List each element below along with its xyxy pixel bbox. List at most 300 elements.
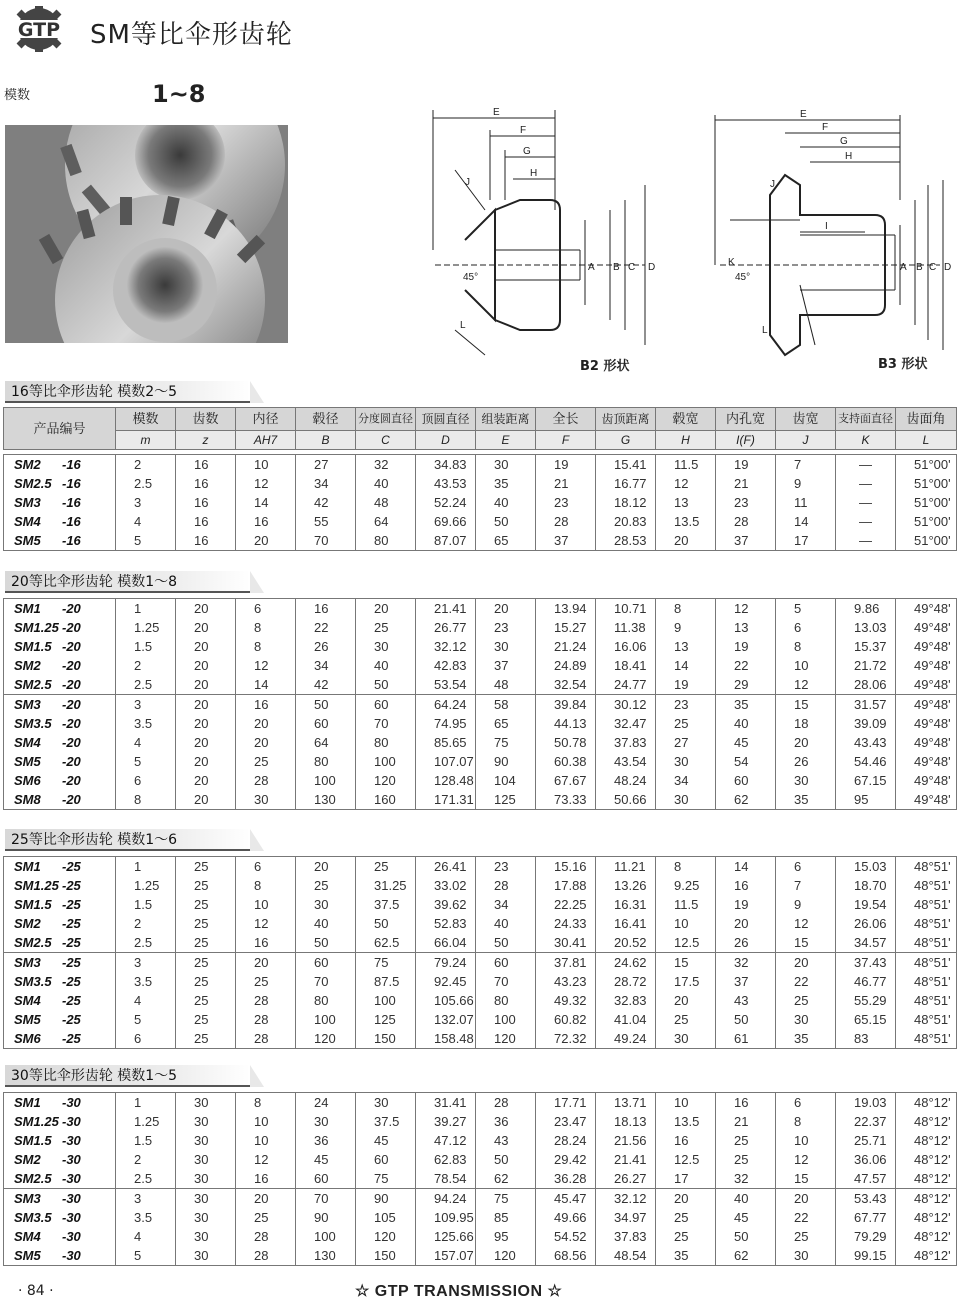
table-cell: 12 [716, 599, 776, 619]
table-cell: 49.24 [596, 1029, 656, 1049]
table-cell: 3.5 [116, 972, 176, 991]
table-cell: 2.5 [116, 675, 176, 695]
diagram-b2-caption: B2 形状 [580, 359, 630, 374]
table-cell: 49°48' [896, 618, 957, 637]
table-cell: 22 [776, 1208, 836, 1227]
table-cell: 11 [776, 493, 836, 512]
table-cell: 13 [716, 618, 776, 637]
table-cell: 12 [236, 1150, 296, 1169]
table-cell: 40 [476, 493, 536, 512]
symbol-cell: L [896, 431, 957, 450]
table-row [4, 1169, 957, 1189]
table-cell: 11.5 [656, 455, 716, 475]
table-cell: 43.53 [416, 474, 476, 493]
table-cell: 37 [716, 531, 776, 551]
table-cell: 15.27 [536, 618, 596, 637]
module-range: 1~8 [152, 80, 206, 108]
table-cell: 48.24 [596, 771, 656, 790]
table-cell: 150 [356, 1029, 416, 1049]
table-cell: 12.5 [656, 933, 716, 953]
svg-text:F: F [822, 122, 829, 133]
header-product-code: 产品编号 [4, 408, 116, 450]
table-cell: 8 [236, 637, 296, 656]
table-cell: 95 [476, 1227, 536, 1246]
table-cell: 41.04 [596, 1010, 656, 1029]
table-cell: 90 [296, 1208, 356, 1227]
product-code: SM2 -20 [4, 656, 116, 675]
table-row [4, 752, 957, 771]
table-cell: 33.02 [416, 876, 476, 895]
table-cell: 72.32 [536, 1029, 596, 1049]
table-cell: 25 [176, 972, 236, 991]
table-cell: 48°12' [896, 1131, 957, 1150]
table-cell: 28.06 [836, 675, 896, 695]
gtp-logo [4, 6, 74, 52]
table-cell: 12 [776, 914, 836, 933]
table-cell: 61 [716, 1029, 776, 1049]
table-cell: 19 [716, 895, 776, 914]
table-cell: 37.5 [356, 1112, 416, 1131]
symbol-cell: AH7 [236, 431, 296, 450]
table-cell: 51°00' [896, 474, 957, 493]
table-cell: 171.31 [416, 790, 476, 810]
table-cell: 67.77 [836, 1208, 896, 1227]
table-cell: 13.5 [656, 1112, 716, 1131]
product-code: SM8 -20 [4, 790, 116, 810]
table-cell: 83 [836, 1029, 896, 1049]
table-cell: 43.23 [536, 972, 596, 991]
table-cell: 70 [356, 714, 416, 733]
svg-text:H: H [845, 151, 853, 162]
header-cell: 毂宽 [656, 408, 716, 431]
section-title: 30等比伞形齿轮 模数1～5 [5, 1065, 250, 1087]
table-cell: 37.43 [836, 953, 896, 973]
table-cell: 28 [716, 512, 776, 531]
product-code: SM1 -25 [4, 857, 116, 877]
table-cell: 35 [476, 474, 536, 493]
product-code: SM3 -16 [4, 493, 116, 512]
svg-text:C: C [929, 262, 937, 273]
table-cell: 20 [176, 752, 236, 771]
table-cell: 13.03 [836, 618, 896, 637]
table-cell: 53.43 [836, 1189, 896, 1209]
table-cell: 9.86 [836, 599, 896, 619]
table-cell: 32 [716, 1169, 776, 1189]
table-cell: 52.24 [416, 493, 476, 512]
table-cell: 50 [716, 1010, 776, 1029]
table-cell: 65.15 [836, 1010, 896, 1029]
table-cell: 17.5 [656, 972, 716, 991]
table-cell: 17.71 [536, 1093, 596, 1113]
table-cell: 20 [656, 531, 716, 551]
table-cell: 24.77 [596, 675, 656, 695]
svg-text:G: G [523, 146, 531, 157]
table-cell: 48°51' [896, 953, 957, 973]
table-cell: 64 [356, 512, 416, 531]
table-cell: 28 [476, 876, 536, 895]
table-cell: 32.12 [416, 637, 476, 656]
table-cell: 50 [476, 1150, 536, 1169]
symbol-cell: G [596, 431, 656, 450]
table-cell: 40 [716, 1189, 776, 1209]
table-cell: 75 [476, 1189, 536, 1209]
table-cell: 18.41 [596, 656, 656, 675]
product-code: SM4 -25 [4, 991, 116, 1010]
table-cell: 34.57 [836, 933, 896, 953]
diagram-b3-shape [700, 105, 955, 385]
table-cell: 125 [476, 790, 536, 810]
table-cell: 16 [716, 1093, 776, 1113]
table-cell: 15 [776, 695, 836, 715]
table-cell: 25.71 [836, 1131, 896, 1150]
table-cell: 17.88 [536, 876, 596, 895]
table-cell: 27 [656, 733, 716, 752]
table-cell: 13 [656, 493, 716, 512]
table-cell: 28.53 [596, 531, 656, 551]
table-row [4, 991, 957, 1010]
table-cell: 85 [476, 1208, 536, 1227]
svg-text:D: D [944, 262, 952, 273]
table-cell: 48°51' [896, 895, 957, 914]
table-cell: 50 [356, 914, 416, 933]
table-cell: 5 [116, 1246, 176, 1266]
table-cell: 25 [176, 1010, 236, 1029]
table-cell: 45 [716, 1208, 776, 1227]
table-cell: 12 [236, 656, 296, 675]
table-cell: 25 [176, 991, 236, 1010]
table-cell: 60 [356, 1150, 416, 1169]
table-row [4, 455, 957, 475]
logo-text: GTP [17, 19, 61, 41]
table-cell: 2 [116, 1150, 176, 1169]
table-cell: 15 [776, 1169, 836, 1189]
table-cell: 35 [776, 1029, 836, 1049]
table-cell: 30 [296, 895, 356, 914]
table-cell: 48°12' [896, 1208, 957, 1227]
table-cell: 34.83 [416, 455, 476, 475]
svg-text:K: K [728, 257, 735, 268]
table-cell: 22.37 [836, 1112, 896, 1131]
table-cell: 49.32 [536, 991, 596, 1010]
table-cell: 34 [296, 474, 356, 493]
table-cell: — [836, 455, 896, 475]
product-code: SM6 -20 [4, 771, 116, 790]
table-row [4, 771, 957, 790]
table-cell: 39.09 [836, 714, 896, 733]
table-cell: 12 [236, 914, 296, 933]
table-cell: 60 [716, 771, 776, 790]
table-cell: 30 [176, 1189, 236, 1209]
table-cell: 66.04 [416, 933, 476, 953]
table-cell: 30 [176, 1246, 236, 1266]
table-cell: 31.57 [836, 695, 896, 715]
table-cell: 62 [476, 1169, 536, 1189]
module-label: 模数 [4, 88, 31, 103]
table-cell: 30 [356, 1093, 416, 1113]
symbol-cell: J [776, 431, 836, 450]
table-cell: 28 [236, 1227, 296, 1246]
product-code: SM2.5 -25 [4, 933, 116, 953]
table-cell: 51°00' [896, 493, 957, 512]
table-cell: 49°48' [896, 675, 957, 695]
table-cell: 130 [296, 790, 356, 810]
table-cell: 60.82 [536, 1010, 596, 1029]
product-code: SM2.5 -16 [4, 474, 116, 493]
product-code: SM4 -30 [4, 1227, 116, 1246]
table-cell: 100 [296, 771, 356, 790]
product-code: SM1 -30 [4, 1093, 116, 1113]
table-cell: 24.33 [536, 914, 596, 933]
table-cell: 20 [176, 637, 236, 656]
symbol-cell: K [836, 431, 896, 450]
table-row [4, 1029, 957, 1049]
table-cell: 40 [296, 914, 356, 933]
table-cell: 39.84 [536, 695, 596, 715]
table-cell: 68.56 [536, 1246, 596, 1266]
table-cell: 10.71 [596, 599, 656, 619]
table-cell: 45 [356, 1131, 416, 1150]
table-cell: 25 [176, 895, 236, 914]
table-cell: 26 [296, 637, 356, 656]
table-cell: 52.83 [416, 914, 476, 933]
table-cell: 16 [236, 695, 296, 715]
table-cell: 1.25 [116, 876, 176, 895]
table-cell: 28 [236, 1246, 296, 1266]
table-cell: — [836, 474, 896, 493]
table-cell: 45.47 [536, 1189, 596, 1209]
table-row [4, 599, 957, 619]
table-cell: 19 [656, 675, 716, 695]
table-cell: 60 [356, 695, 416, 715]
table-cell: 64 [296, 733, 356, 752]
product-code: SM1 -20 [4, 599, 116, 619]
product-code: SM6 -25 [4, 1029, 116, 1049]
header-cell: 齿宽 [776, 408, 836, 431]
table-cell: 21.56 [596, 1131, 656, 1150]
svg-text:E: E [493, 107, 500, 118]
table-cell: 53.54 [416, 675, 476, 695]
table-cell: — [836, 512, 896, 531]
table-cell: 26.06 [836, 914, 896, 933]
table-cell: 48°51' [896, 1029, 957, 1049]
table-cell: 17 [776, 531, 836, 551]
svg-text:45°: 45° [463, 272, 479, 283]
diagram-b2-shape [405, 100, 665, 380]
table-cell: 79.29 [836, 1227, 896, 1246]
table-cell: 80 [476, 991, 536, 1010]
footer-brand: ☆ GTP TRANSMISSION ☆ [355, 1283, 563, 1300]
table-cell: 26.41 [416, 857, 476, 877]
table-cell: 74.95 [416, 714, 476, 733]
table-cell: 19.54 [836, 895, 896, 914]
table-row [4, 675, 957, 695]
product-code: SM1.5 -20 [4, 637, 116, 656]
table-cell: 62 [716, 790, 776, 810]
symbol-cell: D [416, 431, 476, 450]
table-cell: 18.70 [836, 876, 896, 895]
table-cell: 21 [716, 1112, 776, 1131]
table-cell: 21.72 [836, 656, 896, 675]
table-cell: 1 [116, 1093, 176, 1113]
table-cell: 20.83 [596, 512, 656, 531]
table-cell: 26.27 [596, 1169, 656, 1189]
spec-table-20 [3, 598, 957, 810]
table-cell: 150 [356, 1246, 416, 1266]
table-cell: 30 [656, 790, 716, 810]
table-cell: 60 [296, 1169, 356, 1189]
header-cell: 模数 [116, 408, 176, 431]
table-cell: 48°51' [896, 914, 957, 933]
table-cell: 22 [716, 656, 776, 675]
diagram-b3-caption: B3 形状 [878, 357, 928, 372]
table-cell: 48°12' [896, 1150, 957, 1169]
table-cell: 6 [776, 618, 836, 637]
table-cell: 25 [236, 752, 296, 771]
table-cell: 18.13 [596, 1112, 656, 1131]
table-cell: 54 [716, 752, 776, 771]
table-cell: 3 [116, 1189, 176, 1209]
table-cell: 20 [776, 953, 836, 973]
table-cell: 25 [656, 1010, 716, 1029]
svg-text:F: F [520, 125, 527, 136]
table-cell: 8 [236, 876, 296, 895]
table-cell: 25 [176, 857, 236, 877]
table-cell: 25 [176, 953, 236, 973]
table-cell: 30 [176, 1227, 236, 1246]
table-cell: 30 [176, 1208, 236, 1227]
table-cell: 23 [716, 493, 776, 512]
table-cell: 16 [176, 474, 236, 493]
table-cell: 21.41 [596, 1150, 656, 1169]
table-cell: 25 [236, 972, 296, 991]
table-cell: 39.62 [416, 895, 476, 914]
table-cell: 12 [236, 474, 296, 493]
table-cell: 20 [236, 953, 296, 973]
table-cell: 1.25 [116, 1112, 176, 1131]
table-cell: 6 [116, 1029, 176, 1049]
table-row [4, 972, 957, 991]
table-cell: 25 [356, 857, 416, 877]
gear-photo [5, 125, 288, 343]
table-cell: 49°48' [896, 637, 957, 656]
table-cell: 16.06 [596, 637, 656, 656]
table-cell: 28 [476, 1093, 536, 1113]
page-title: SM等比伞形齿轮 [90, 20, 293, 50]
table-cell: 120 [356, 1227, 416, 1246]
table-cell: 48 [476, 675, 536, 695]
table-cell: 2.5 [116, 474, 176, 493]
table-cell: 49°48' [896, 752, 957, 771]
table-cell: 87.07 [416, 531, 476, 551]
svg-text:C: C [628, 262, 636, 273]
table-cell: 107.07 [416, 752, 476, 771]
table-cell: 43 [476, 1131, 536, 1150]
table-cell: 20.52 [596, 933, 656, 953]
table-row [4, 531, 957, 551]
table-cell: 23 [536, 493, 596, 512]
table-cell: 20 [236, 1189, 296, 1209]
table-cell: 44.13 [536, 714, 596, 733]
table-cell: 1 [116, 599, 176, 619]
table-cell: 30 [176, 1112, 236, 1131]
table-cell: 62 [716, 1246, 776, 1266]
product-code: SM2 -25 [4, 914, 116, 933]
table-cell: 26 [776, 752, 836, 771]
svg-text:G: G [840, 136, 848, 147]
table-cell: 32.47 [596, 714, 656, 733]
table-cell: 40 [476, 914, 536, 933]
table-cell: 14 [776, 512, 836, 531]
table-cell: 36.28 [536, 1169, 596, 1189]
table-cell: 50 [476, 933, 536, 953]
table-cell: 69.66 [416, 512, 476, 531]
header-cell: 顶圆直径 [416, 408, 476, 431]
section-title: 20等比伞形齿轮 模数1～8 [5, 571, 250, 593]
table-cell: 30.12 [596, 695, 656, 715]
table-cell: 40 [356, 656, 416, 675]
table-cell: 2.5 [116, 1169, 176, 1189]
table-cell: 50 [296, 695, 356, 715]
table-cell: 20 [236, 714, 296, 733]
table-cell: 100 [356, 752, 416, 771]
table-cell: 17 [656, 1169, 716, 1189]
table-cell: 49°48' [896, 656, 957, 675]
table-cell: 4 [116, 991, 176, 1010]
table-cell: 10 [776, 656, 836, 675]
table-row [4, 733, 957, 752]
table-cell: 22.25 [536, 895, 596, 914]
table-cell: 2.5 [116, 933, 176, 953]
symbol-cell: C [356, 431, 416, 450]
table-cell: 92.45 [416, 972, 476, 991]
table-row [4, 876, 957, 895]
table-cell: 6 [236, 857, 296, 877]
table-cell: 25 [656, 1227, 716, 1246]
table-cell: 30 [476, 455, 536, 475]
table-cell: 5 [116, 1010, 176, 1029]
table-cell: 11.21 [596, 857, 656, 877]
product-code: SM5 -25 [4, 1010, 116, 1029]
table-cell: 23 [656, 695, 716, 715]
table-cell: 30 [656, 1029, 716, 1049]
table-cell: 20 [176, 618, 236, 637]
table-cell: 5 [776, 599, 836, 619]
table-cell: 130 [296, 1246, 356, 1266]
header-cell: 齿数 [176, 408, 236, 431]
table-cell: 21 [716, 474, 776, 493]
table-cell: 36 [296, 1131, 356, 1150]
table-cell: 15 [776, 933, 836, 953]
svg-text:A: A [900, 262, 907, 273]
table-row [4, 1010, 957, 1029]
header-cell: 内径 [236, 408, 296, 431]
table-cell: 4 [116, 512, 176, 531]
product-code: SM1.5 -30 [4, 1131, 116, 1150]
table-cell: 45 [296, 1150, 356, 1169]
page-number: · 84 · [18, 1283, 54, 1299]
table-cell: 8 [656, 857, 716, 877]
table-cell: 64.24 [416, 695, 476, 715]
table-cell: 15.37 [836, 637, 896, 656]
table-cell: 48 [356, 493, 416, 512]
table-cell: 22 [296, 618, 356, 637]
table-cell: 20 [176, 599, 236, 619]
table-cell: 14 [716, 857, 776, 877]
table-row [4, 895, 957, 914]
table-cell: 160 [356, 790, 416, 810]
product-code: SM3.5 -30 [4, 1208, 116, 1227]
table-cell: 19 [716, 637, 776, 656]
